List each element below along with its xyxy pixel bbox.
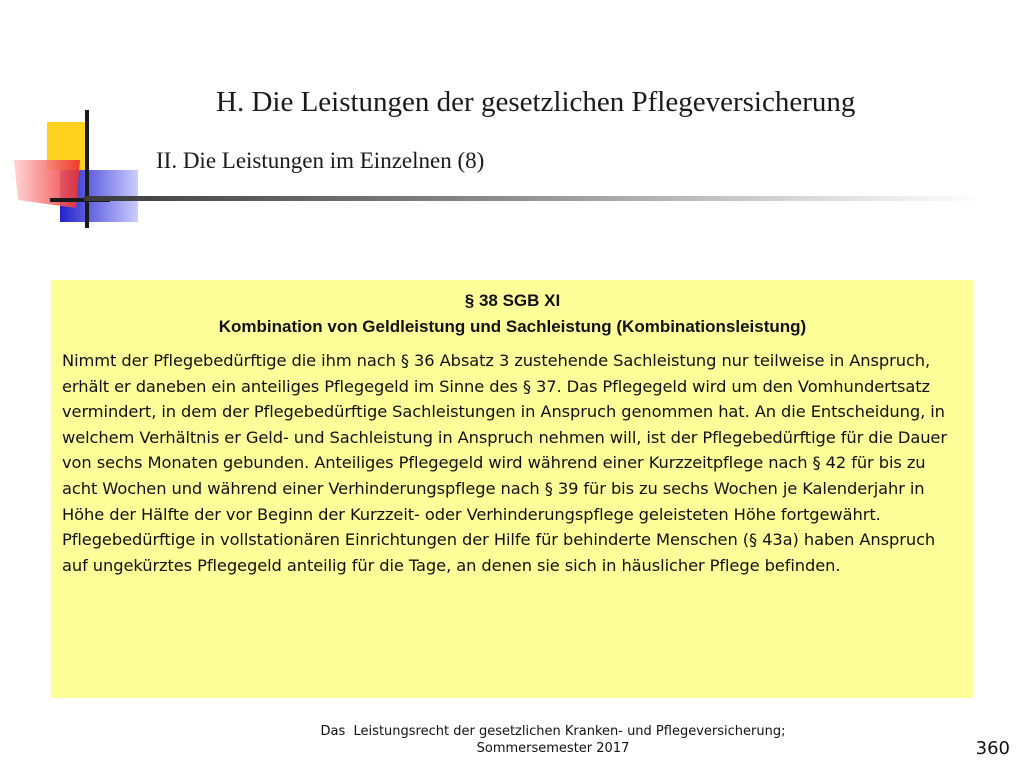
slide-title: H. Die Leistungen der gesetzlichen Pflegeversicherung — [216, 86, 856, 118]
slide-subtitle: II. Die Leistungen im Einzelnen (8) — [156, 148, 485, 173]
title-divider — [84, 196, 984, 201]
footer-line-2: Sommersemester 2017 — [476, 741, 630, 756]
law-section-subheading: Kombination von Geldleistung und Sachleistung (Kombinationsleistung) — [218, 317, 807, 336]
law-text-box — [51, 280, 973, 698]
page-number: 360 — [975, 738, 1010, 759]
law-section-heading: § 38 SGB XI — [464, 291, 561, 310]
decorative-logo-icon — [0, 0, 200, 240]
footer-line-1: Das Leistungsrecht der gesetzlichen Kranken- und Pflegeversicherung; — [320, 724, 786, 739]
law-section-body: Nimmt der Pflegebedürftige die ihm nach § 36 Absatz 3 zustehende Sachleistung nur teilweise in Anspruch, erhält er daneben ein anteiliges Pflegegeld im Sinne des § 37. Das Pflegegeld wird um den Vomhundertsatz vermindert, in dem der Pflegebedürftige Sachleistungen in Anspruch genommen hat. An die Entscheidung, in welchem Verhältnis er Geld- und Sachleistung in Anspruch nehmen will, ist der Pflegebedürftige für die Dauer von sechs Monaten gebunden. Anteiliges Pflegegeld wird während einer Kurzzeitpflege nach § 42 für bis zu acht Wochen und während einer Verhinderungspflege nach § 39 für bis zu sechs Wochen je Kalenderjahr in Höhe der Hälfte der vor Beginn der Kurzzeit- oder Verhinderungspflege geleisteten Höhe fortgewährt. Pflegebedürftige in vollstationären Einrichtungen der Hilfe für behinderte Menschen (§ 43a) haben Anspruch auf ungekürztes Pflegegeld anteilig für die Tage, an denen sie sich in häuslicher Pflege befinden. — [62, 351, 947, 575]
footer — [248, 723, 858, 757]
